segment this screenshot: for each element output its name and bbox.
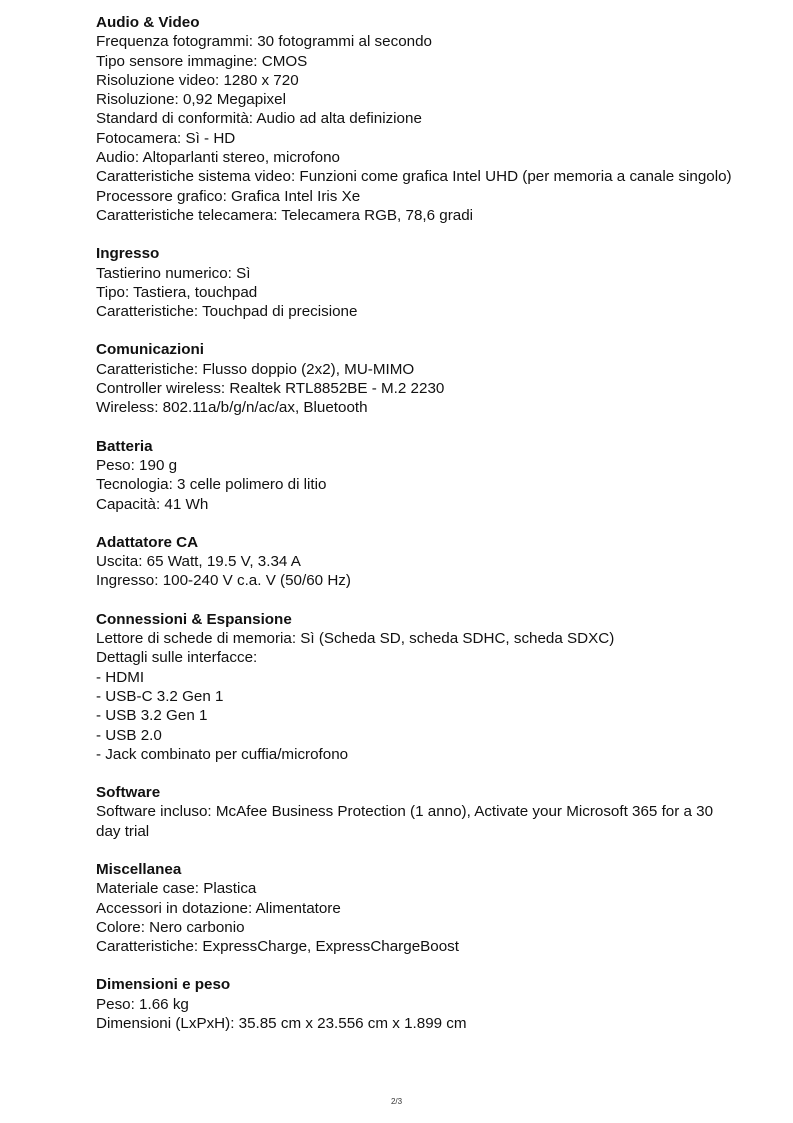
- section-miscellanea: [96, 860, 736, 956]
- spec-line: Caratteristiche telecamera: Telecamera RGB, 78,6 gradi: [96, 206, 474, 224]
- spec-line: - HDMI: [96, 668, 145, 686]
- spec-line: Processore grafico: Grafica Intel Iris Xe: [96, 187, 361, 205]
- section-comunicazioni: [96, 340, 736, 417]
- spec-line: - Jack combinato per cuffia/microfono: [96, 745, 349, 763]
- spec-line: Dettagli sulle interfacce:: [96, 649, 258, 667]
- page-number: 2/3: [390, 1097, 403, 1106]
- section-title: Connessioni & Espansione: [96, 610, 292, 628]
- section-batteria: [96, 437, 736, 514]
- section-title: Dimensioni e peso: [96, 976, 231, 994]
- section-title: Miscellanea: [96, 860, 182, 878]
- spec-line: Audio: Altoparlanti stereo, microfono: [96, 149, 340, 167]
- spec-line: Tipo sensore immagine: CMOS: [96, 52, 308, 70]
- spec-line: Controller wireless: Realtek RTL8852BE - M.2 2230: [96, 380, 445, 398]
- section-connessioni-espansione: [96, 610, 736, 764]
- section-title: Comunicazioni: [96, 341, 205, 359]
- spec-line: Colore: Nero carbonio: [96, 918, 245, 936]
- spec-line: Uscita: 65 Watt, 19.5 V, 3.34 A: [96, 553, 301, 571]
- spec-line: Frequenza fotogrammi: 30 fotogrammi al secondo: [96, 33, 432, 51]
- spec-line: Caratteristiche: Flusso doppio (2x2), MU-MIMO: [96, 360, 415, 378]
- spec-line: Risoluzione: 0,92 Megapixel: [96, 91, 286, 109]
- spec-line: Dimensioni (LxPxH): 35.85 cm x 23.556 cm x 1.899 cm: [96, 1015, 467, 1033]
- spec-line: Capacità: 41 Wh: [96, 495, 209, 513]
- spec-line: Caratteristiche sistema video: Funzioni come grafica Intel UHD (per memoria a canale singolo): [96, 168, 732, 186]
- section-title: Ingresso: [96, 245, 160, 263]
- section-title: Adattatore CA: [96, 533, 199, 551]
- spec-line: Software incluso: McAfee Business Protection (1 anno), Activate your Microsoft 365 for a 30 day trial: [96, 803, 714, 840]
- section-title: Audio & Video: [96, 14, 200, 31]
- section-title: Software: [96, 784, 161, 802]
- spec-line: Tastierino numerico: Sì: [96, 264, 251, 282]
- spec-line: Caratteristiche: Touchpad di precisione: [96, 303, 358, 321]
- spec-document: [96, 13, 736, 1052]
- spec-line: Fotocamera: Sì - HD: [96, 129, 236, 147]
- spec-line: Lettore di schede di memoria: Sì (Scheda SD, scheda SDHC, scheda SDXC): [96, 630, 615, 648]
- section-ingresso: [96, 244, 736, 321]
- spec-line: Wireless: 802.11a/b/g/n/ac/ax, Bluetooth: [96, 399, 368, 417]
- spec-line: Caratteristiche: ExpressCharge, ExpressChargeBoost: [96, 938, 459, 956]
- spec-line: - USB-C 3.2 Gen 1: [96, 687, 224, 705]
- spec-line: Peso: 190 g: [96, 456, 178, 474]
- spec-line: Tecnologia: 3 celle polimero di litio: [96, 476, 327, 494]
- section-dimensioni-peso: [96, 975, 736, 1033]
- spec-line: Accessori in dotazione: Alimentatore: [96, 899, 341, 917]
- spec-line: Peso: 1.66 kg: [96, 995, 189, 1013]
- spec-line: - USB 3.2 Gen 1: [96, 707, 208, 725]
- spec-line: Risoluzione video: 1280 x 720: [96, 71, 299, 89]
- spec-line: Materiale case: Plastica: [96, 880, 257, 898]
- spec-line: Ingresso: 100-240 V c.a. V (50/60 Hz): [96, 572, 351, 590]
- spec-line: Standard di conformità: Audio ad alta definizione: [96, 110, 422, 128]
- spec-line: - USB 2.0: [96, 726, 162, 744]
- section-adattatore-ca: [96, 533, 736, 591]
- spec-line: Tipo: Tastiera, touchpad: [96, 283, 258, 301]
- section-title: Batteria: [96, 437, 153, 455]
- section-software: [96, 783, 736, 841]
- section-audio-video: [96, 13, 736, 225]
